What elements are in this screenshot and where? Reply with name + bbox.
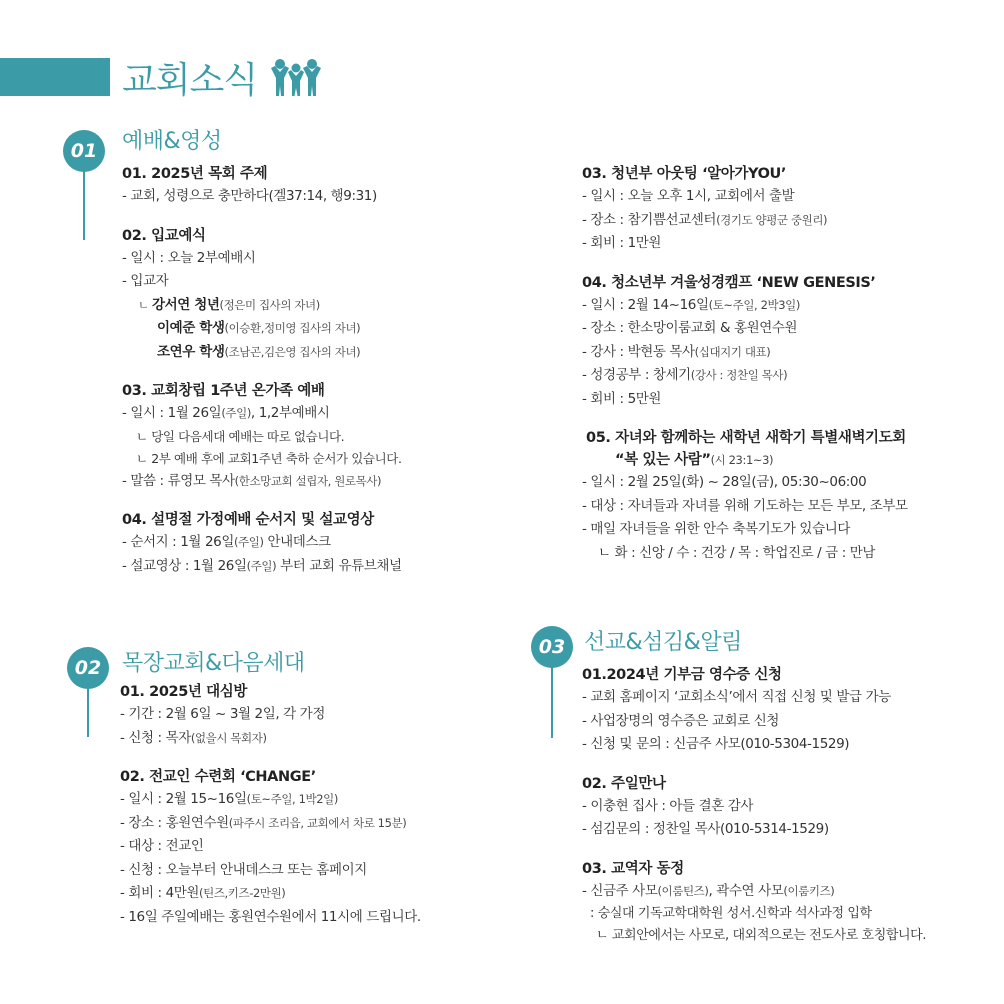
item-line — [582, 880, 926, 904]
item-heading: 01. 2025년 목회 주제 — [122, 166, 268, 182]
item-line: - 일시 : 오늘 2부예배시 — [122, 249, 256, 266]
line-text: - 일시 : 2월 15~16일 — [120, 791, 247, 807]
item-heading: 02. 전교인 수련회 ‘CHANGE’ — [120, 769, 316, 785]
line-note: (토~주일, 2박3일) — [708, 297, 800, 312]
line-text: - 말씀 : 류영모 목사 — [122, 472, 235, 489]
item-heading: 05. 자녀와 함께하는 새학년 새학기 특별새벽기도회 — [586, 430, 906, 446]
item-line: - 대상 : 자녀들과 자녀를 위해 기도하는 모든 부모, 조부모 — [582, 497, 908, 514]
item-line — [120, 882, 421, 906]
item-line — [582, 364, 908, 388]
item-line: - 이충현 집사 : 아들 결혼 감사 — [582, 797, 754, 814]
section-stem-line — [87, 687, 89, 737]
line-text: - 일시 : 1월 26일 — [122, 405, 222, 421]
line-note: (십대지기 대표) — [694, 344, 771, 359]
section-title: 예배&영성 — [122, 129, 222, 154]
item-line: - 입교자 — [122, 273, 169, 289]
line-text: - 신금주 사모 — [582, 882, 658, 899]
item-line — [122, 470, 402, 494]
item-heading-subtitle — [582, 449, 908, 471]
confirmand-note: (정은미 집사의 자녀) — [219, 297, 320, 312]
confirmand-note: (이승환,정미영 집사의 자녀) — [224, 321, 361, 335]
line-note: (강사 : 정찬일 목사) — [690, 368, 788, 382]
confirmand-name: 조연우 학생 — [157, 343, 225, 360]
line-note: (이룸키즈) — [783, 883, 835, 898]
line-note: (파주시 조리읍, 교회에서 차로 15분) — [228, 815, 407, 830]
header-accent-bar — [0, 58, 110, 96]
item-line — [582, 209, 908, 233]
section-title: 선교&섬김&알림 — [584, 630, 742, 655]
item-line: - 신청 및 문의 : 신금주 사모(010-5304-1529) — [582, 736, 850, 752]
line-text: - 설교영상 : 1월 26일 — [122, 557, 247, 574]
item-line — [122, 402, 402, 426]
item-line: - 신청 : 오늘부터 안내데스크 또는 홈페이지 — [120, 861, 367, 878]
line-text: - 강사 : 박현동 목사 — [582, 343, 695, 360]
confirmand-row — [122, 294, 402, 318]
section-01-content — [122, 163, 402, 578]
item-line — [120, 727, 421, 751]
item-line: - 교회, 성령으로 충만하다(겔37:14, 행9:31) — [122, 188, 377, 204]
line-note: (경기도 양평군 중원리) — [716, 212, 828, 227]
line-text: - 회비 : 4만원 — [120, 885, 200, 901]
section-number-badge: 02 — [67, 647, 109, 689]
section-03-content — [582, 664, 926, 947]
subtitle-reference: (시 23:1~3) — [710, 453, 774, 467]
item-line: - 회비 : 1만원 — [582, 235, 662, 251]
item-line: - 기간 : 2월 6일 ~ 3월 2일, 각 가정 — [120, 706, 325, 722]
line-text: - 일시 : 2월 14~16일 — [582, 296, 709, 313]
sub-marker: ㄴ — [138, 297, 152, 312]
item-line: - 섬김문의 : 정찬일 목사(010-5314-1529) — [582, 821, 829, 837]
item-line: - 장소 : 한소망이룸교회 & 홍원연수원 — [582, 320, 798, 336]
confirmand-name: 강서연 청년 — [151, 296, 220, 313]
section-01-content-continued — [582, 163, 908, 565]
section-02-content — [120, 681, 421, 929]
subtitle-text: “복 있는 사람” — [615, 452, 711, 468]
line-text: - 신청 : 목자 — [120, 729, 191, 746]
item-line: - 교회 홈페이지 ‘교회소식’에서 직접 신청 및 발급 가능 — [582, 689, 891, 705]
item-line: - 매일 자녀들을 위한 안수 축복기도가 있습니다 — [582, 521, 850, 537]
item-heading: 01.2024년 기부금 영수증 신청 — [582, 667, 782, 683]
line-note: (주일) — [246, 558, 277, 573]
line-text: 안내데스크 — [263, 534, 331, 550]
line-text: , 1,2부예배시 — [250, 405, 330, 421]
sub-note: : 숭실대 기독교학대학원 성서.신학과 석사과정 입학 — [590, 906, 872, 921]
line-note: (없을시 목회자) — [190, 730, 267, 745]
item-heading: 02. 주일만나 — [582, 775, 666, 792]
item-line — [120, 812, 421, 836]
item-line — [582, 294, 908, 318]
line-text: 부터 교회 유튜브채널 — [276, 557, 402, 574]
item-line: - 대상 : 전교인 — [120, 838, 204, 854]
section-number-badge: 01 — [63, 130, 105, 172]
sub-note: ㄴ 2부 예배 후에 교회1주년 축하 순서가 있습니다. — [136, 450, 402, 466]
section-title: 목장교회&다음세대 — [122, 651, 305, 676]
section-stem-line — [83, 170, 85, 240]
section-stem-line — [551, 666, 553, 738]
section-number-badge: 03 — [531, 626, 573, 668]
confirmand-note: (조남곤,김은영 집사의 자녀) — [224, 344, 361, 359]
line-text: - 장소 : 홍원연수원 — [120, 814, 229, 831]
item-line — [120, 788, 421, 812]
item-line — [122, 555, 402, 579]
item-line: - 16일 주일예배는 홍원연수원에서 11시에 드립니다. — [120, 908, 421, 925]
page-title: 교회소식 — [122, 60, 258, 101]
line-text: - 장소 : 참기쁨선교센터 — [582, 211, 717, 228]
confirmand-row — [122, 317, 402, 341]
sub-note: ㄴ 당일 다음세대 예배는 따로 없습니다. — [136, 428, 345, 444]
item-heading: 04. 설명절 가정예배 순서지 및 설교영상 — [122, 512, 374, 528]
item-heading: 03. 교회창립 1주년 온가족 예배 — [122, 383, 325, 399]
line-text: - 순서지 : 1월 26일 — [122, 534, 234, 550]
item-line — [582, 341, 908, 365]
confirmand-name: 이예준 학생 — [157, 320, 225, 336]
item-line — [122, 531, 402, 555]
line-text: , 곽수연 사모 — [708, 882, 784, 899]
line-note: (틴즈,키즈-2만원) — [199, 886, 286, 900]
people-icon — [270, 58, 322, 98]
item-line: - 일시 : 2월 25일(화) ~ 28일(금), 05:30~06:00 — [582, 474, 867, 490]
sub-note: ㄴ 교회안에서는 사모로, 대외적으로는 전도사로 호칭합니다. — [596, 928, 927, 943]
line-note: (이룸틴즈) — [657, 883, 709, 898]
item-heading: 01. 2025년 대심방 — [120, 684, 247, 700]
item-heading: 02. 입교예식 — [122, 227, 206, 244]
item-heading: 03. 청년부 아웃팅 ‘알아가YOU’ — [582, 166, 786, 182]
line-note: (토~주일, 1박2일) — [246, 792, 338, 806]
line-note: (주일) — [233, 535, 264, 549]
confirmand-row — [122, 341, 402, 365]
item-heading: 03. 교역자 동정 — [582, 860, 684, 877]
item-heading: 04. 청소년부 겨울성경캠프 ‘NEW GENESIS’ — [582, 274, 876, 291]
item-line: ㄴ 화 : 신앙 / 수 : 건강 / 목 : 학업진로 / 금 : 만남 — [598, 544, 876, 561]
item-line: - 사업장명의 영수증은 교회로 신청 — [582, 712, 780, 729]
item-line: - 일시 : 오늘 오후 1시, 교회에서 출발 — [582, 188, 795, 204]
line-note: (주일) — [221, 406, 251, 420]
line-note: (한소망교회 설립자, 원로목사) — [234, 473, 382, 488]
item-line: - 회비 : 5만원 — [582, 390, 662, 407]
line-text: - 성경공부 : 창세기 — [582, 367, 691, 383]
